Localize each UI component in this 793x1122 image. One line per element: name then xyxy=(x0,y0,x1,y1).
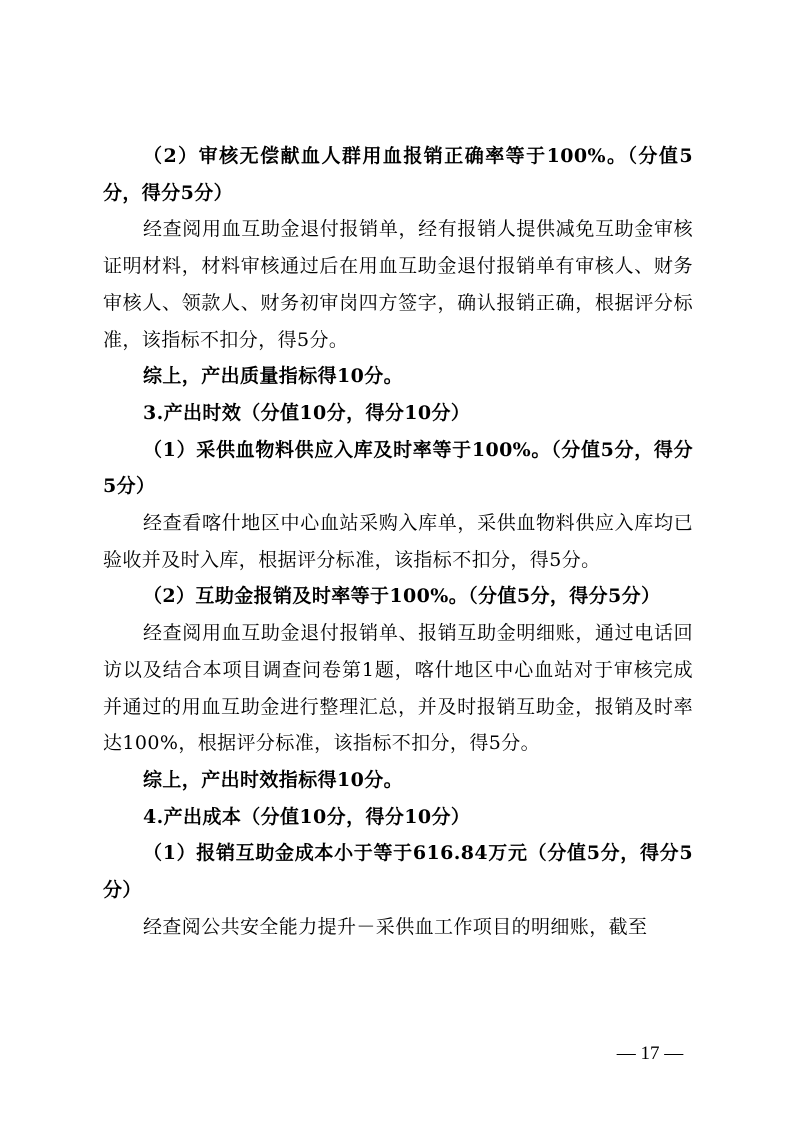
paragraph-section-output-timeliness: 3.产出时效（分值10分，得分10分） xyxy=(143,401,471,424)
paragraph-heading-reimbursement-timeliness: （2）互助金报销及时率等于100%。（分值5分，得分5分） xyxy=(143,585,661,608)
paragraph-heading-review-accuracy: （2）审核无偿献血人群用血报销正确率等于100%。（分值5分，得分5分） xyxy=(103,145,693,204)
paragraph-body: 经查阅公共安全能力提升－采供血工作项目的明细账，截至 xyxy=(143,915,648,938)
paragraph-body: 经查阅用血互助金退付报销单、报销互助金明细账，通过电话回访以及结合本项目调查问卷第1题，喀什地区中心血站对于审核完成并通过的用血互助金进行整理汇总，并及时报销互助金，报销及时率达100%，根据评分标准，该指标不扣分，得5分。 xyxy=(103,622,693,755)
paragraph-heading-reimbursement-cost: （1）报销互助金成本小于等于616.84万元（分值5分，得分5分） xyxy=(103,842,693,902)
paragraph-body: 经查看喀什地区中心血站采购入库单，采供血物料供应入库均已验收并及时入库，根据评分标准，该指标不扣分，得5分。 xyxy=(103,512,693,571)
paragraph-section-output-cost: 4.产出成本（分值10分，得分10分） xyxy=(143,805,471,828)
paragraph-body: 经查阅用血互助金退付报销单，经有报销人提供减免互助金审核证明材料，材料审核通过后在用血互助金退付报销单有审核人、财务审核人、领款人、财务初审岗四方签字，确认报销正确，根据评分标准，该指标不扣分，得5分。 xyxy=(103,218,693,351)
paragraph-heading-warehousing-rate: （1）采供血物料供应入库及时率等于100%。（分值5分，得分5分） xyxy=(103,438,693,498)
page-number: — 17 — xyxy=(616,1043,684,1064)
paragraph-summary-timeliness: 综上，产出时效指标得10分。 xyxy=(143,768,404,791)
paragraph-summary-quality: 综上，产出质量指标得10分。 xyxy=(143,365,404,388)
document-body xyxy=(103,138,693,945)
